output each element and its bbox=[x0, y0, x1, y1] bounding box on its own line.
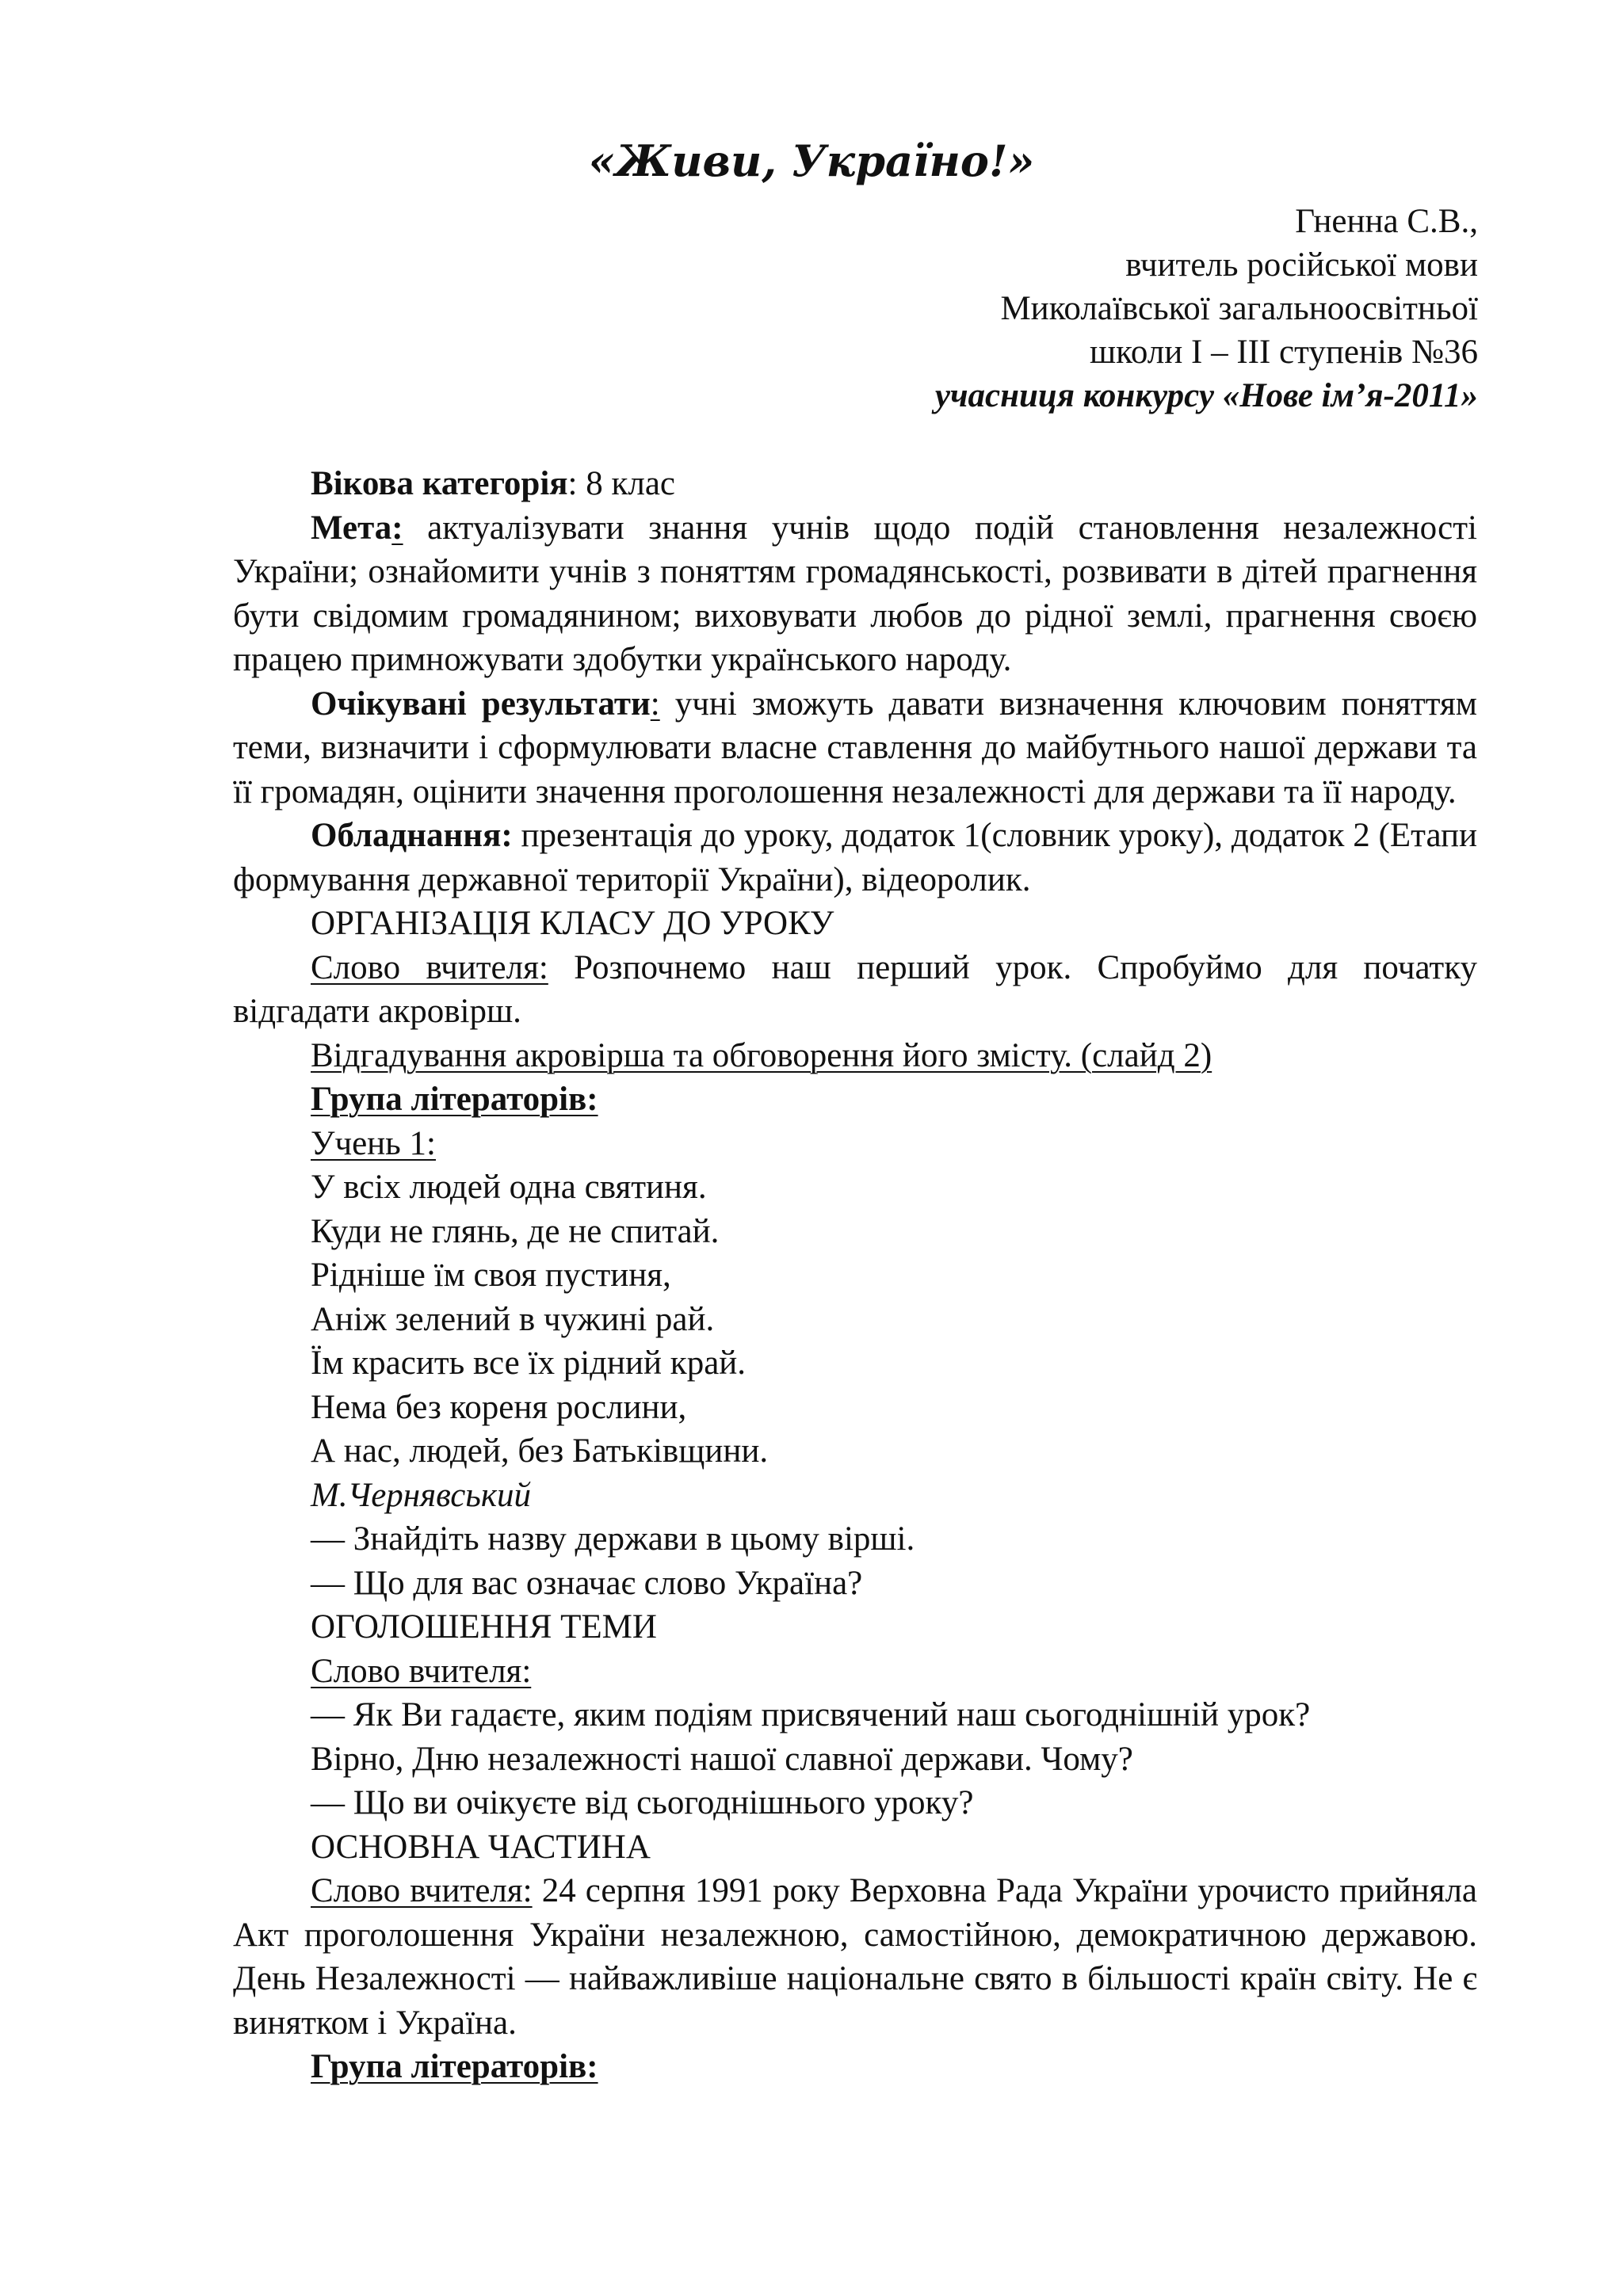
goal-text: актуалізувати знання учнів щодо подій становлення незалежності України; ознайомити учнів з поняттям громадянськості, розвивати в дітей прагнення бути свідомим громадянином; виховувати любов до рідної землі, прагнення своєю працею примножувати здобутки українського народу. bbox=[233, 509, 1477, 678]
teacher-word-3 bbox=[233, 1869, 1477, 2045]
question-3: — Як Ви гадаєте, яким подіям присвячений наш сьогоднішній урок? bbox=[311, 1696, 1311, 1733]
section-heading-organization: ОРГАНІЗАЦІЯ КЛАСУ ДО УРОКУ bbox=[311, 905, 834, 942]
poem-line: Нема без кореня рослини, bbox=[311, 1388, 687, 1426]
age-value: : 8 клас bbox=[567, 465, 676, 502]
acrostic-note-text: Відгадування акровірша та обговорення його змісту. (слайд 2) bbox=[311, 1036, 1212, 1074]
poem-line: А нас, людей, без Батьківщини. bbox=[311, 1432, 769, 1470]
group-heading-2-text: Група літераторів: bbox=[311, 2048, 598, 2085]
group-heading-2 bbox=[311, 2045, 1477, 2089]
poem-line: Куди не глянь, де не спитай. bbox=[311, 1212, 720, 1250]
author-block bbox=[369, 200, 1478, 418]
author-school-line2: школи І – ІІІ ступенів №36 bbox=[1090, 334, 1478, 371]
author-name: Гненна С.В., bbox=[1295, 203, 1478, 240]
question-4: — Що ви очікуєте від сьогоднішнього уроку? bbox=[311, 1784, 974, 1821]
group-heading-1 bbox=[311, 1077, 1477, 1122]
age-category bbox=[233, 462, 1477, 506]
poem-line: Аніж зелений в чужині рай. bbox=[311, 1300, 715, 1338]
question-1: — Знайдіть назву держави в цьому вірші. bbox=[311, 1520, 915, 1558]
author-position: вчитель російської мови bbox=[1125, 246, 1478, 284]
teacher-label-2: Слово вчителя: bbox=[311, 1652, 532, 1690]
goal-colon: : bbox=[391, 509, 403, 547]
goal-label: Мета bbox=[311, 509, 392, 547]
group-heading-1-text: Група літераторів: bbox=[311, 1081, 598, 1118]
results-text: учні зможуть давати визначення ключовим поняттям теми, визначити і сформулювати власне ставлення до майбутнього нашої держави та її громадян, оцінити значення проголошення незалежності для держави та її народу. bbox=[233, 685, 1477, 810]
poem-line: Рідніше їм своя пустиня, bbox=[311, 1257, 671, 1294]
teacher-label-1: Слово вчителя: bbox=[311, 948, 548, 986]
results-paragraph bbox=[233, 682, 1477, 814]
age-label: Вікова категорія bbox=[311, 465, 568, 502]
teacher-label-3: Слово вчителя: bbox=[311, 1872, 533, 1909]
goal-paragraph bbox=[233, 506, 1477, 682]
equipment-paragraph bbox=[233, 814, 1477, 902]
equipment-text: презентація до уроку, додаток 1(словник уроку), додаток 2 (Етапи формування державної території України), відеоролик. bbox=[233, 817, 1477, 898]
teacher-word-2 bbox=[311, 1650, 1477, 1694]
student-label bbox=[311, 1122, 1477, 1166]
poem-author: М.Чернявський bbox=[311, 1476, 531, 1514]
acrostic-note bbox=[311, 1034, 1477, 1078]
author-contest: учасниця конкурсу «Нове ім’я-2011» bbox=[934, 377, 1478, 414]
teacher-word-1 bbox=[233, 946, 1477, 1034]
document-title: «Живи, Україно!» bbox=[588, 135, 1035, 186]
results-colon: : bbox=[650, 685, 660, 723]
teacher-text-1: Розпочнемо наш перший урок. Спробуймо для початку відгадати акровірш. bbox=[233, 948, 1477, 1030]
author-school-line1: Миколаївської загальноосвітньої bbox=[1000, 290, 1478, 327]
teacher-text-3: 24 серпня 1991 року Верховна Рада України урочисто прийняла Акт проголошення України незалежною, самостійною, демократичною державою. День Незалежності — найважливіше національне свято в більшості країн світу. Не є винятком і Україна. bbox=[233, 1872, 1477, 2042]
answer-line: Вірно, Дню незалежності нашої славної держави. Чому? bbox=[311, 1740, 1133, 1778]
equipment-label: Обладнання: bbox=[311, 817, 513, 854]
section-heading-topic: ОГОЛОШЕННЯ ТЕМИ bbox=[311, 1608, 657, 1646]
section-heading-main: ОСНОВНА ЧАСТИНА bbox=[311, 1828, 651, 1866]
question-2: — Що для вас означає слово Україна? bbox=[311, 1564, 863, 1602]
student-label-text: Учень 1: bbox=[311, 1124, 436, 1162]
poem-line: Їм красить все їх рідний край. bbox=[311, 1344, 747, 1382]
results-label: Очікувані результати bbox=[311, 685, 651, 723]
document-body bbox=[233, 462, 1477, 2089]
poem-line: У всіх людей одна святиня. bbox=[311, 1169, 707, 1206]
